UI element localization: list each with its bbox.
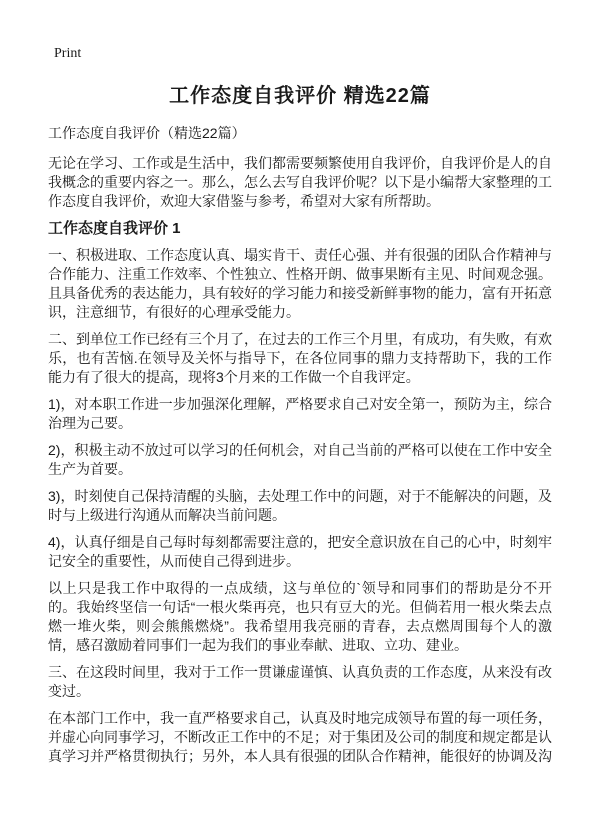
body-paragraph: 4)，认真仔细是自己每时每刻都需要注意的，把安全意识放在自己的心中，时刻牢记安全的重要性，从而使自己得到进步。 — [48, 534, 552, 569]
body-paragraph: 3)，时刻使自己保持清醒的头脑，去处理工作中的问题，对于不能解决的问题，及时与上级进行沟通从而解决当前问题。 — [48, 488, 552, 523]
body-paragraph: 一、积极进取、工作态度认真、塌实肯干、责任心强、并有很强的团队合作精神与合作能力、注重工作效率、个性独立、性格开朗、做事果断有主见、时间观念强。且具备优秀的表达能力，具有较好的学习能力和接受新鲜事物的能力，富有开拓意识，注意细节，有很好的心理承受能力。 — [48, 247, 552, 320]
intro-paragraph: 无论在学习、工作或是生活中，我们都需要频繁使用自我评价，自我评价是人的自我概念的重要内容之一。那么，怎么去写自我评价呢？以下是小编帮大家整理的工作态度自我评价，欢迎大家借鉴与参考，希望对大家有所帮助。 — [48, 155, 552, 209]
body-paragraph: 在本部门工作中，我一直严格要求自己，认真及时地完成领导布置的每一项任务，并虚心向同事学习，不断改正工作中的不足；对于集团及公司的制度和规定都是认真学习并严格贯彻执行；另外，本人具有很强的团队合作精神，能很好的协调及沟 — [48, 710, 552, 764]
section-heading: 工作态度自我评价 1 — [48, 220, 181, 237]
body-paragraph: 二、到单位工作已经有三个月了，在过去的工作三个月里，有成功，有失败，有欢乐，也有苦恼.在领导及关怀与指导下，在各位同事的鼎力支持帮助下，我的工作能力有了很大的提高，现将3个月来的工作做一个自我评定。 — [48, 331, 552, 385]
page-title: 工作态度自我评价 精选22篇 — [169, 85, 431, 107]
body-paragraph: 三、在这段时间里，我对于工作一贯谦虚谨慎、认真负责的工作态度，从来没有改变过。 — [48, 664, 552, 699]
body-paragraph: 1)，对本职工作进一步加强深化理解，严格要求自己对安全第一，预防为主，综合治理为己要。 — [48, 396, 552, 431]
body-paragraph: 2)，积极主动不放过可以学习的任何机会，对自己当前的严格可以使在工作中安全生产为首要。 — [48, 442, 552, 477]
print-link[interactable]: Print — [54, 46, 82, 61]
document-subtitle: 工作态度自我评价（精选22篇） — [48, 125, 246, 141]
body-paragraph: 以上只是我工作中取得的一点成绩，这与单位的`领导和同事们的帮助是分不开的。我始终坚信一句话“一根火柴再亮，也只有豆大的光。但倘若用一根火柴去点燃一堆火柴，则会熊熊燃烧”。我希望用我亮丽的青春，去点燃周围每个人的激情，感召激励着同事们一起为我们的事业奉献、进取、立功、建业。 — [48, 580, 552, 653]
